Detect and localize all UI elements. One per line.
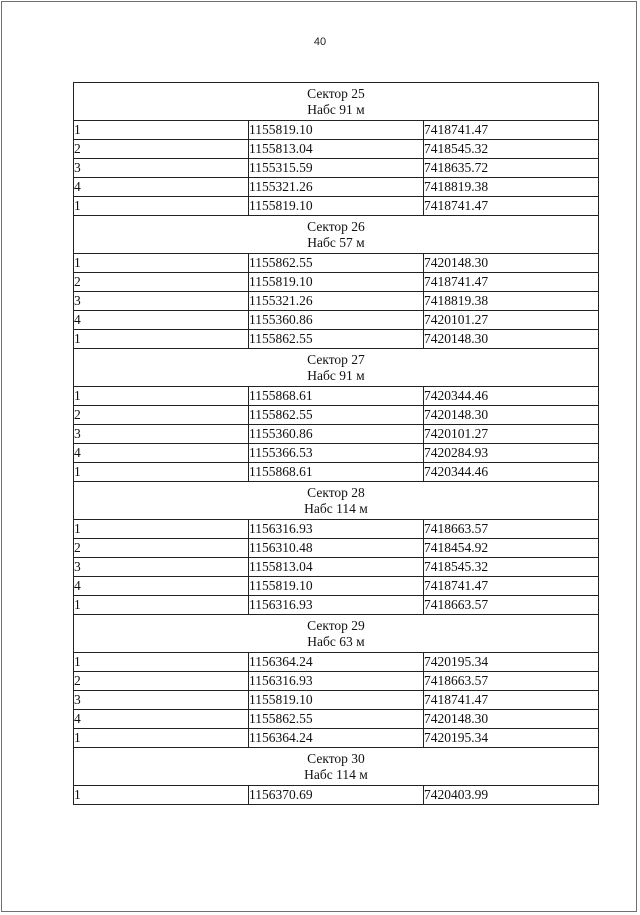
sector-title: Сектор 30 bbox=[307, 750, 365, 766]
table-row bbox=[74, 273, 599, 292]
x-coordinate-cell: 1155819.10 bbox=[249, 577, 424, 596]
x-coordinate-cell: 1155819.10 bbox=[249, 121, 424, 140]
table-row bbox=[74, 406, 599, 425]
sector-header-row bbox=[74, 615, 599, 653]
table-row bbox=[74, 121, 599, 140]
x-coordinate-cell: 1155819.10 bbox=[249, 273, 424, 292]
table-row bbox=[74, 520, 599, 539]
table-row bbox=[74, 178, 599, 197]
table-row bbox=[74, 539, 599, 558]
point-number-cell: 1 bbox=[74, 596, 249, 615]
table-row bbox=[74, 159, 599, 178]
table-row bbox=[74, 558, 599, 577]
table-row bbox=[74, 786, 599, 805]
x-coordinate-cell: 1155321.26 bbox=[249, 178, 424, 197]
coordinates-table-body bbox=[74, 83, 599, 805]
point-number-cell: 2 bbox=[74, 539, 249, 558]
point-number-cell: 4 bbox=[74, 710, 249, 729]
y-coordinate-cell: 7418819.38 bbox=[424, 292, 599, 311]
point-number-cell: 4 bbox=[74, 178, 249, 197]
y-coordinate-cell: 7420195.34 bbox=[424, 729, 599, 748]
table-row bbox=[74, 254, 599, 273]
y-coordinate-cell: 7420344.46 bbox=[424, 387, 599, 406]
sector-height: Набс 57 м bbox=[307, 234, 365, 250]
x-coordinate-cell: 1155315.59 bbox=[249, 159, 424, 178]
sector-header-cell bbox=[74, 216, 599, 254]
table-row bbox=[74, 292, 599, 311]
point-number-cell: 2 bbox=[74, 672, 249, 691]
y-coordinate-cell: 7418741.47 bbox=[424, 197, 599, 216]
sector-height: Набс 91 м bbox=[307, 367, 365, 383]
y-coordinate-cell: 7418454.92 bbox=[424, 539, 599, 558]
sector-header-row bbox=[74, 83, 599, 121]
y-coordinate-cell: 7418545.32 bbox=[424, 140, 599, 159]
point-number-cell: 1 bbox=[74, 121, 249, 140]
sector-header-row bbox=[74, 482, 599, 520]
sector-header-cell bbox=[74, 748, 599, 786]
x-coordinate-cell: 1155868.61 bbox=[249, 387, 424, 406]
x-coordinate-cell: 1155862.55 bbox=[249, 406, 424, 425]
point-number-cell: 4 bbox=[74, 311, 249, 330]
x-coordinate-cell: 1156310.48 bbox=[249, 539, 424, 558]
point-number-cell: 1 bbox=[74, 197, 249, 216]
point-number-cell: 1 bbox=[74, 387, 249, 406]
sector-height: Набс 63 м bbox=[307, 633, 365, 649]
y-coordinate-cell: 7418741.47 bbox=[424, 577, 599, 596]
table-row bbox=[74, 463, 599, 482]
x-coordinate-cell: 1155862.55 bbox=[249, 254, 424, 273]
y-coordinate-cell: 7420148.30 bbox=[424, 330, 599, 349]
y-coordinate-cell: 7420148.30 bbox=[424, 254, 599, 273]
x-coordinate-cell: 1156364.24 bbox=[249, 729, 424, 748]
sector-header-cell bbox=[74, 349, 599, 387]
x-coordinate-cell: 1156370.69 bbox=[249, 786, 424, 805]
y-coordinate-cell: 7420101.27 bbox=[424, 311, 599, 330]
table-row bbox=[74, 140, 599, 159]
page-number: 40 bbox=[313, 36, 327, 48]
coordinates-table bbox=[73, 82, 599, 805]
y-coordinate-cell: 7420344.46 bbox=[424, 463, 599, 482]
table-row bbox=[74, 729, 599, 748]
point-number-cell: 2 bbox=[74, 140, 249, 159]
sector-header-row bbox=[74, 349, 599, 387]
table-row bbox=[74, 197, 599, 216]
y-coordinate-cell: 7420403.99 bbox=[424, 786, 599, 805]
table-row bbox=[74, 710, 599, 729]
y-coordinate-cell: 7420195.34 bbox=[424, 653, 599, 672]
point-number-cell: 4 bbox=[74, 577, 249, 596]
point-number-cell: 1 bbox=[74, 254, 249, 273]
y-coordinate-cell: 7420148.30 bbox=[424, 710, 599, 729]
x-coordinate-cell: 1155819.10 bbox=[249, 197, 424, 216]
table-row bbox=[74, 311, 599, 330]
table-row bbox=[74, 330, 599, 349]
table-row bbox=[74, 691, 599, 710]
y-coordinate-cell: 7420284.93 bbox=[424, 444, 599, 463]
y-coordinate-cell: 7418741.47 bbox=[424, 273, 599, 292]
sector-height: Набс 114 м bbox=[304, 766, 368, 782]
table-row bbox=[74, 425, 599, 444]
x-coordinate-cell: 1156316.93 bbox=[249, 672, 424, 691]
table-row bbox=[74, 672, 599, 691]
point-number-cell: 1 bbox=[74, 729, 249, 748]
sector-header-cell bbox=[74, 482, 599, 520]
y-coordinate-cell: 7418663.57 bbox=[424, 672, 599, 691]
y-coordinate-cell: 7418663.57 bbox=[424, 520, 599, 539]
x-coordinate-cell: 1156316.93 bbox=[249, 520, 424, 539]
x-coordinate-cell: 1155862.55 bbox=[249, 330, 424, 349]
y-coordinate-cell: 7420148.30 bbox=[424, 406, 599, 425]
sector-title: Сектор 29 bbox=[307, 617, 365, 633]
point-number-cell: 3 bbox=[74, 425, 249, 444]
sector-header-cell bbox=[74, 83, 599, 121]
sector-header-row bbox=[74, 748, 599, 786]
y-coordinate-cell: 7418741.47 bbox=[424, 121, 599, 140]
sector-title: Сектор 26 bbox=[307, 218, 365, 234]
point-number-cell: 2 bbox=[74, 273, 249, 292]
x-coordinate-cell: 1155868.61 bbox=[249, 463, 424, 482]
point-number-cell: 1 bbox=[74, 330, 249, 349]
y-coordinate-cell: 7420101.27 bbox=[424, 425, 599, 444]
sector-title: Сектор 27 bbox=[307, 351, 365, 367]
point-number-cell: 1 bbox=[74, 520, 249, 539]
table-row bbox=[74, 387, 599, 406]
point-number-cell: 2 bbox=[74, 406, 249, 425]
y-coordinate-cell: 7418819.38 bbox=[424, 178, 599, 197]
table-row bbox=[74, 577, 599, 596]
y-coordinate-cell: 7418545.32 bbox=[424, 558, 599, 577]
x-coordinate-cell: 1156316.93 bbox=[249, 596, 424, 615]
sector-height: Набс 114 м bbox=[304, 500, 368, 516]
sector-height: Набс 91 м bbox=[307, 101, 365, 117]
x-coordinate-cell: 1155360.86 bbox=[249, 425, 424, 444]
x-coordinate-cell: 1155862.55 bbox=[249, 710, 424, 729]
x-coordinate-cell: 1155813.04 bbox=[249, 140, 424, 159]
point-number-cell: 1 bbox=[74, 786, 249, 805]
x-coordinate-cell: 1155813.04 bbox=[249, 558, 424, 577]
x-coordinate-cell: 1155819.10 bbox=[249, 691, 424, 710]
y-coordinate-cell: 7418635.72 bbox=[424, 159, 599, 178]
point-number-cell: 1 bbox=[74, 463, 249, 482]
x-coordinate-cell: 1156364.24 bbox=[249, 653, 424, 672]
point-number-cell: 3 bbox=[74, 691, 249, 710]
point-number-cell: 3 bbox=[74, 159, 249, 178]
sector-title: Сектор 25 bbox=[307, 85, 365, 101]
point-number-cell: 4 bbox=[74, 444, 249, 463]
table-row bbox=[74, 444, 599, 463]
sector-header-cell bbox=[74, 615, 599, 653]
x-coordinate-cell: 1155366.53 bbox=[249, 444, 424, 463]
sector-title: Сектор 28 bbox=[307, 484, 365, 500]
point-number-cell: 3 bbox=[74, 292, 249, 311]
point-number-cell: 1 bbox=[74, 653, 249, 672]
table-row bbox=[74, 653, 599, 672]
point-number-cell: 3 bbox=[74, 558, 249, 577]
x-coordinate-cell: 1155321.26 bbox=[249, 292, 424, 311]
y-coordinate-cell: 7418663.57 bbox=[424, 596, 599, 615]
x-coordinate-cell: 1155360.86 bbox=[249, 311, 424, 330]
y-coordinate-cell: 7418741.47 bbox=[424, 691, 599, 710]
sector-header-row bbox=[74, 216, 599, 254]
table-row bbox=[74, 596, 599, 615]
